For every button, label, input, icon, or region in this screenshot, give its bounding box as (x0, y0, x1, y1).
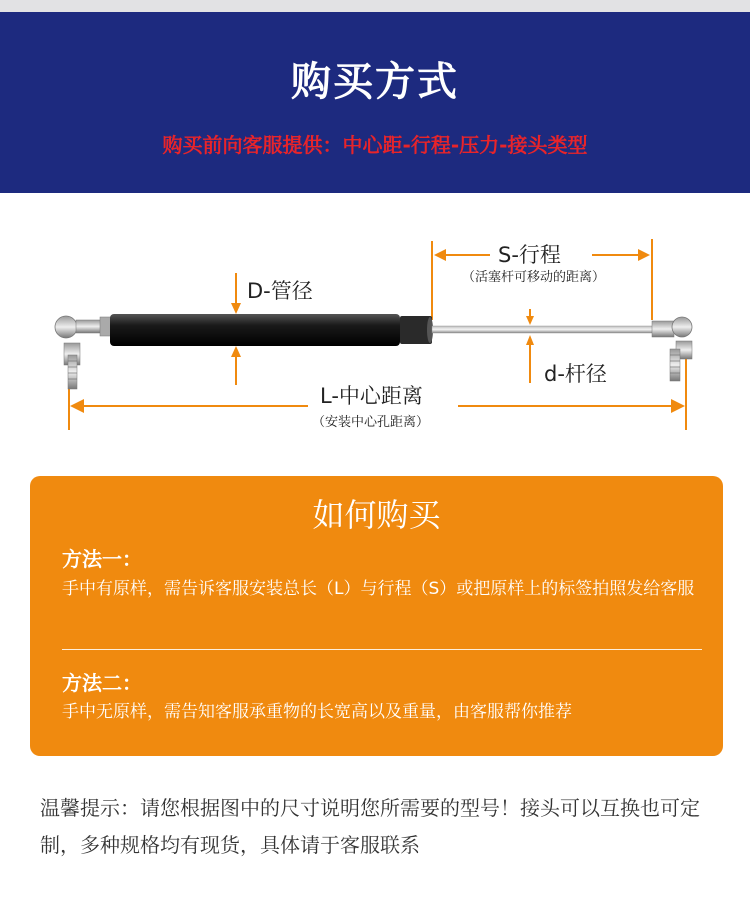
method-2-title: 方法二： (62, 671, 142, 695)
how-to-buy-title: 如何购买 (312, 496, 441, 534)
rod-arrowhead-bottom (526, 335, 534, 345)
left-ball-joint (55, 316, 77, 338)
method-1-text: 手中有原样，需告诉客服安装总长（L）与行程（S）或把原样上的标签拍照发给客服 (62, 579, 695, 599)
method-2-text: 手中无原样，需告知客服承重物的长宽高以及重量，由客服帮你推荐 (62, 702, 572, 722)
stroke-arrowhead-right (638, 249, 650, 261)
left-mount-stud (68, 355, 77, 389)
page-subtitle: 购买前向客服提供：中心距-行程-压力-接头类型 (162, 133, 588, 157)
center-arrowhead-left (70, 399, 84, 413)
cylinder-tube (110, 314, 400, 346)
tube-arrowhead-top (231, 303, 241, 314)
right-mount-stud (670, 349, 680, 381)
header-banner (0, 12, 750, 193)
stroke-arrowhead-left (434, 249, 446, 261)
stroke-label: S-行程 (498, 243, 561, 267)
method-divider (62, 649, 702, 650)
gas-spring-diagram (0, 225, 750, 440)
rod-diameter-label: d-杆径 (544, 362, 607, 386)
tube-arrowhead-bottom (231, 346, 241, 357)
center-distance-note: （安装中心孔距离） (312, 415, 430, 430)
center-distance-label: L-中心距离 (320, 384, 423, 408)
stroke-note: （活塞杆可移动的距离） (462, 270, 606, 285)
page-title: 购买方式 (291, 59, 459, 105)
right-end-connector (652, 321, 674, 337)
piston-rod (432, 326, 654, 333)
center-arrowhead-right (671, 399, 685, 413)
method-1-title: 方法一： (62, 547, 142, 571)
footer-tip: 温馨提示：请您根据图中的尺寸说明您所需要的型号！接头可以互换也可定制，多种规格均有现货，具体请于客服联系 (40, 796, 700, 857)
how-to-buy-panel (30, 476, 723, 756)
tube-diameter-label: D-管径 (247, 279, 313, 303)
top-strip (0, 0, 750, 12)
rod-arrowhead-top (526, 316, 534, 325)
right-ball-joint (672, 317, 692, 337)
